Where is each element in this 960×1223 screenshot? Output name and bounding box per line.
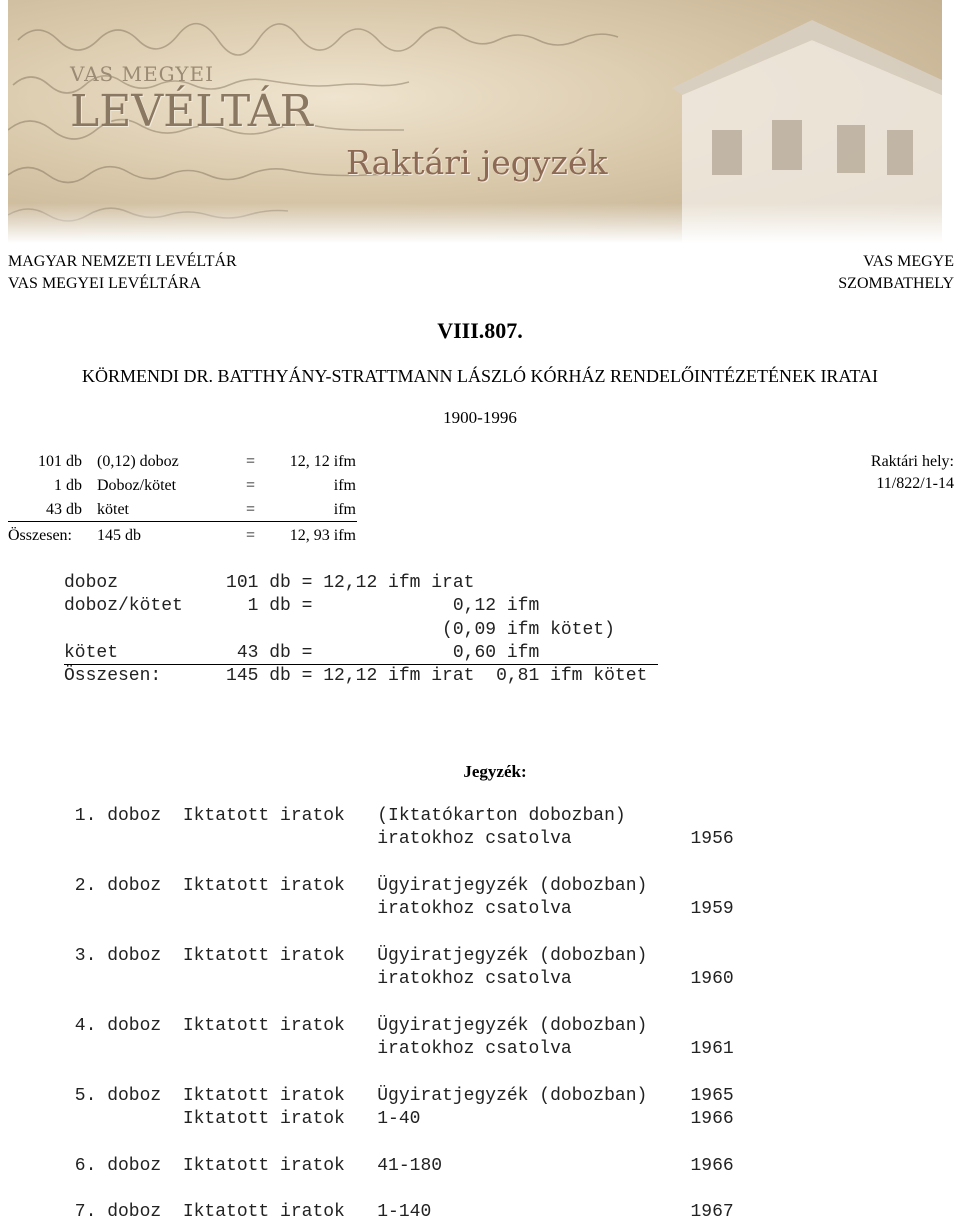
list-item: iratokhoz csatolva 1959 (64, 899, 734, 919)
summary-total-label: Összesen: (8, 527, 72, 544)
summary-size: 12, 93 ifm (289, 527, 356, 544)
list-item: iratokhoz csatolva 1956 (64, 829, 734, 849)
summary-rule (8, 521, 357, 522)
summary-eq: = (246, 453, 256, 470)
summary-count: 101 db (38, 453, 82, 470)
list-item: 4. doboz Iktatott iratok Ügyiratjegyzék (dobozban) (64, 1016, 648, 1036)
logo-line2: LEVÉLTÁR (70, 86, 313, 137)
list-item: 3. doboz Iktatott iratok Ügyiratjegyzék (dobozban) (64, 946, 648, 966)
header-banner (8, 0, 942, 243)
summary-size: ifm (333, 477, 356, 494)
location-label: Raktári hely: (870, 453, 954, 470)
list-item: 2. doboz Iktatott iratok Ügyiratjegyzék (dobozban) (64, 876, 648, 896)
summary-count: 43 db (46, 501, 82, 518)
mono-summary-line: (0,09 ifm kötet) (64, 620, 615, 640)
summary-count: 1 db (54, 477, 82, 494)
mono-summary-line: doboz 101 db = 12,12 ifm irat (64, 573, 475, 593)
summary-unit: kötet (97, 501, 129, 518)
list-item: 7. doboz Iktatott iratok 1-140 1967 (64, 1202, 734, 1222)
mono-summary-line: kötet 43 db = 0,60 ifm (64, 643, 540, 663)
fond-title: KÖRMENDI DR. BATTHYÁNY-STRATTMANN LÁSZLÓ KÓRHÁZ RENDELŐINTÉZETÉNEK IRATAI (82, 366, 878, 386)
fond-code: VIII.807. (437, 318, 523, 343)
list-heading: Jegyzék: (463, 762, 527, 781)
summary-size: ifm (333, 501, 356, 518)
list-item: iratokhoz csatolva 1961 (64, 1039, 734, 1059)
list-item: 5. doboz Iktatott iratok Ügyiratjegyzék (dobozban) 1965 (64, 1086, 734, 1106)
header-right-line1: VAS MEGYE (863, 253, 954, 270)
summary-eq: = (246, 501, 256, 518)
logo-line1: VAS MEGYEI (70, 62, 214, 86)
logo-subtitle: Raktári jegyzék (346, 143, 608, 182)
summary-unit: (0,12) doboz (97, 453, 179, 470)
header-left-line2: VAS MEGYEI LEVÉLTÁRA (8, 275, 201, 292)
mono-summary-line: Összesen: 145 db = 12,12 ifm irat 0,81 ifm kötet (64, 666, 648, 686)
summary-eq: = (246, 477, 256, 494)
fond-years: 1900-1996 (443, 408, 517, 427)
summary-eq: = (246, 527, 256, 544)
list-item: 1. doboz Iktatott iratok (Iktatókarton dobozban) (64, 806, 626, 826)
mono-summary-line: doboz/kötet 1 db = 0,12 ifm (64, 596, 540, 616)
summary-size: 12, 12 ifm (289, 453, 356, 470)
list-item: 6. doboz Iktatott iratok 41-180 1966 (64, 1156, 734, 1176)
header-right-line2: SZOMBATHELY (838, 275, 954, 292)
list-item: Iktatott iratok 1-40 1966 (64, 1109, 734, 1129)
header-left-line1: MAGYAR NEMZETI LEVÉLTÁR (8, 253, 237, 270)
banner-fade (8, 203, 942, 243)
list-item: iratokhoz csatolva 1960 (64, 969, 734, 989)
summary-unit: Doboz/kötet (97, 477, 177, 494)
summary-count: 145 db (97, 527, 141, 544)
location-value: 11/822/1-14 (876, 475, 954, 492)
